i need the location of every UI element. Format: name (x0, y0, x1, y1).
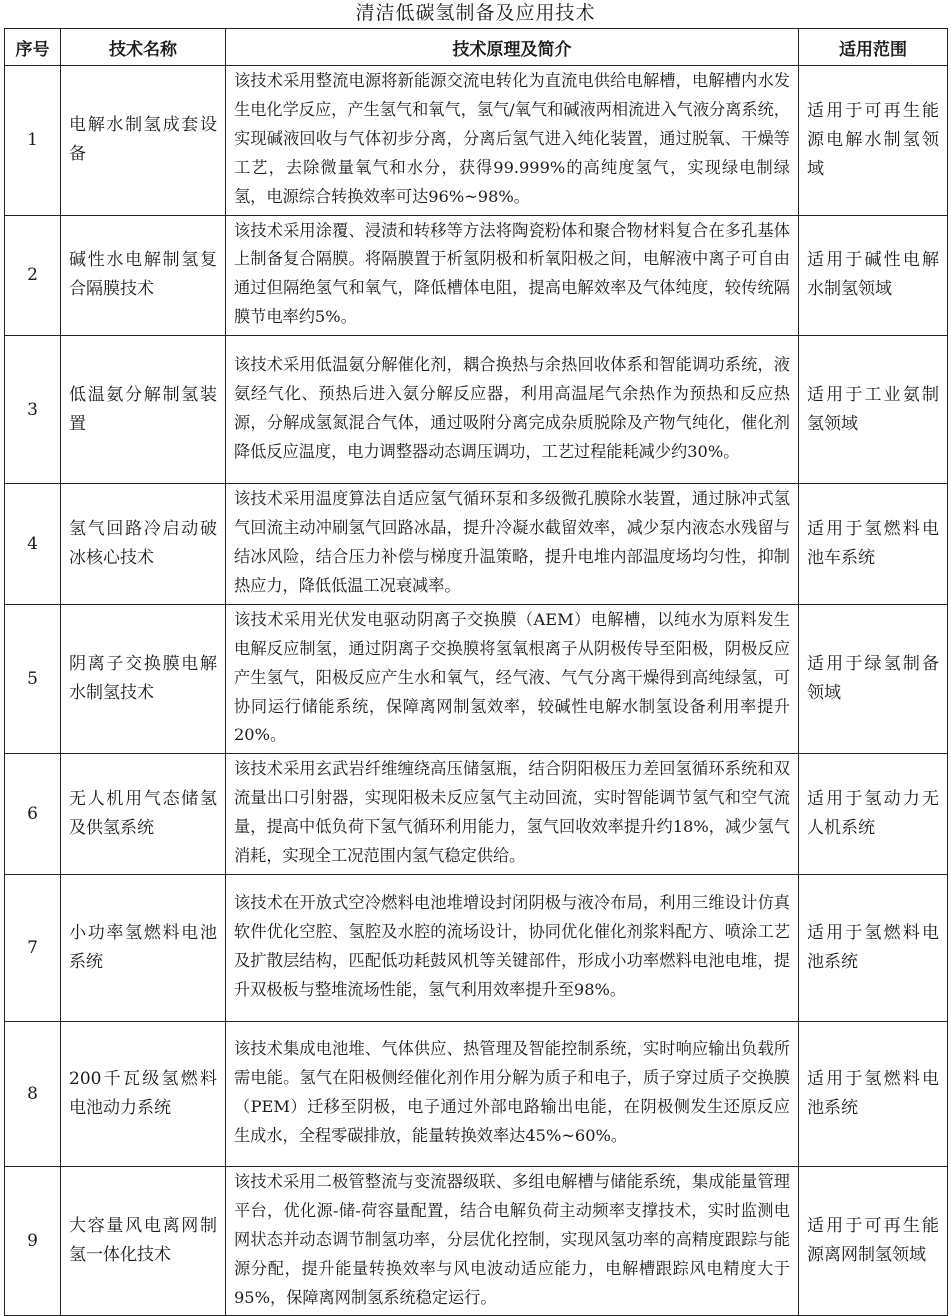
table-header-row (5, 29, 948, 66)
table-row (5, 215, 948, 336)
tech-name: 低温氨分解制氢装置 (61, 336, 226, 484)
tech-scope: 适用于氢燃料电池系统 (799, 1021, 948, 1166)
row-number: 1 (5, 66, 61, 216)
tech-name: 小功率氢燃料电池系统 (61, 874, 226, 1021)
table-row (5, 604, 948, 754)
tech-description: 该技术采用低温氨分解催化剂，耦合换热与余热回收体系和智能调功系统，液氨经气化、预热后进入氨分解反应器，利用高温尾气余热作为预热和反应热源，分解成氢氮混合气体，通过吸附分离完成杂质脱除及产物气纯化，催化剂降低反应温度，电力调整器动态调压调功，工艺过程能耗减少约30%。 (226, 336, 799, 484)
tech-name: 200千瓦级氢燃料电池动力系统 (61, 1021, 226, 1166)
tech-description: 该技术集成电池堆、气体供应、热管理及智能控制系统，实时响应输出负载所需电能。氢气在阳极侧经催化剂作用分解为质子和电子，质子穿过质子交换膜（PEM）迁移至阴极，电子通过外部电路输出电能，在阴极侧发生还原反应生成水，全程零碳排放，能量转换效率达45%~60%。 (226, 1021, 799, 1166)
technology-table (4, 28, 948, 1316)
tech-scope: 适用于氢动力无人机系统 (799, 754, 948, 875)
tech-description: 该技术采用二极管整流与变流器级联、多组电解槽与储能系统，集成能量管理平台，优化源-储-荷容量配置，结合电解负荷主动频率支撑技术，实时监测电网状态并动态调节制氢功率，分层优化控制，实现风氢功率的高精度跟踪与能源分配，提升能量转换效率与风电波动适应能力，电解槽跟踪风电精度大于95%，保障离网制氢系统稳定运行。 (226, 1166, 799, 1316)
page-title: 清洁低碳氢制备及应用技术 (355, 2, 596, 24)
row-number: 4 (5, 484, 61, 605)
tech-scope: 适用于可再生能源离网制氢领域 (799, 1166, 948, 1316)
tech-name: 无人机用气态储氢及供氢系统 (61, 754, 226, 875)
row-number: 6 (5, 754, 61, 875)
tech-name: 阴离子交换膜电解水制氢技术 (61, 604, 226, 754)
row-number: 7 (5, 874, 61, 1021)
tech-scope: 适用于碱性电解水制氢领域 (799, 215, 948, 336)
tech-scope: 适用于工业氨制氢领域 (799, 336, 948, 484)
table-row (5, 484, 948, 605)
header-name: 技术名称 (61, 29, 226, 66)
header-scope: 适用范围 (799, 29, 948, 66)
tech-description: 该技术采用整流电源将新能源交流电转化为直流电供给电解槽，电解槽内水发生电化学反应，产生氢气和氧气，氢气/氧气和碱液两相流进入气液分离系统，实现碱液回收与气体初步分离，分离后氢气进入纯化装置，通过脱氧、干燥等工艺，去除微量氧气和水分，获得99.999%的高纯度氢气，实现绿电制绿氢，电源综合转换效率可达96%~98%。 (226, 66, 799, 216)
tech-description: 该技术采用涂覆、浸渍和转移等方法将陶瓷粉体和聚合物材料复合在多孔基体上制备复合隔膜。将隔膜置于析氢阴极和析氧阳极之间，电解液中离子可自由通过但隔绝氢气和氧气，降低槽体电阻，提高电解效率及气体纯度，较传统隔膜节电率约5%。 (226, 215, 799, 336)
table-row (5, 754, 948, 875)
tech-name: 碱性水电解制氢复合隔膜技术 (61, 215, 226, 336)
row-number: 8 (5, 1021, 61, 1166)
table-row (5, 1166, 948, 1316)
header-desc: 技术原理及简介 (226, 29, 799, 66)
tech-scope: 适用于氢燃料电池系统 (799, 874, 948, 1021)
tech-description: 该技术在开放式空冷燃料电池堆增设封闭阴极与液冷布局，利用三维设计仿真软件优化空腔、氢腔及水腔的流场设计，协同优化催化剂浆料配方、喷涂工艺及扩散层结构，匹配低功耗鼓风机等关键部件，形成小功率燃料电池电堆，提升双极板与整堆流场性能，氢气利用效率提升至98%。 (226, 874, 799, 1021)
row-number: 3 (5, 336, 61, 484)
tech-scope: 适用于氢燃料电池车系统 (799, 484, 948, 605)
table-row (5, 66, 948, 216)
tech-description: 该技术采用玄武岩纤维缠绕高压储氢瓶，结合阴阳极压力差回氢循环系统和双流量出口引射器，实现阳极未反应氢气主动回流，实时智能调节氢气和空气流量，提高中低负荷下氢气循环利用能力，氢气回收效率提升约18%，减少氢气消耗，实现全工况范围内氢气稳定供给。 (226, 754, 799, 875)
table-row (5, 1021, 948, 1166)
table-row (5, 336, 948, 484)
row-number: 5 (5, 604, 61, 754)
tech-name: 大容量风电离网制氢一体化技术 (61, 1166, 226, 1316)
tech-description: 该技术采用温度算法自适应氢气循环泵和多级微孔膜除水装置，通过脉冲式氢气回流主动冲刷氢气回路冰晶，提升冷凝水截留效率，减少泵内液态水残留与结冰风险，结合压力补偿与梯度升温策略，提升电堆内部温度场均匀性，抑制热应力，降低低温工况衰减率。 (226, 484, 799, 605)
header-no: 序号 (5, 29, 61, 66)
row-number: 2 (5, 215, 61, 336)
tech-scope: 适用于绿氢制备领域 (799, 604, 948, 754)
tech-name: 氢气回路冷启动破冰核心技术 (61, 484, 226, 605)
tech-scope: 适用于可再生能源电解水制氢领域 (799, 66, 948, 216)
tech-name: 电解水制氢成套设备 (61, 66, 226, 216)
table-row (5, 874, 948, 1021)
row-number: 9 (5, 1166, 61, 1316)
tech-description: 该技术采用光伏发电驱动阴离子交换膜（AEM）电解槽，以纯水为原料发生电解反应制氢，通过阴离子交换膜将氢氧根离子从阴极传导至阳极，阴极反应产生氢气，阳极反应产生水和氧气，经气液、气气分离干燥得到高纯绿氢，可协同运行储能系统，保障离网制氢效率，较碱性电解水制氢设备利用率提升20%。 (226, 604, 799, 754)
